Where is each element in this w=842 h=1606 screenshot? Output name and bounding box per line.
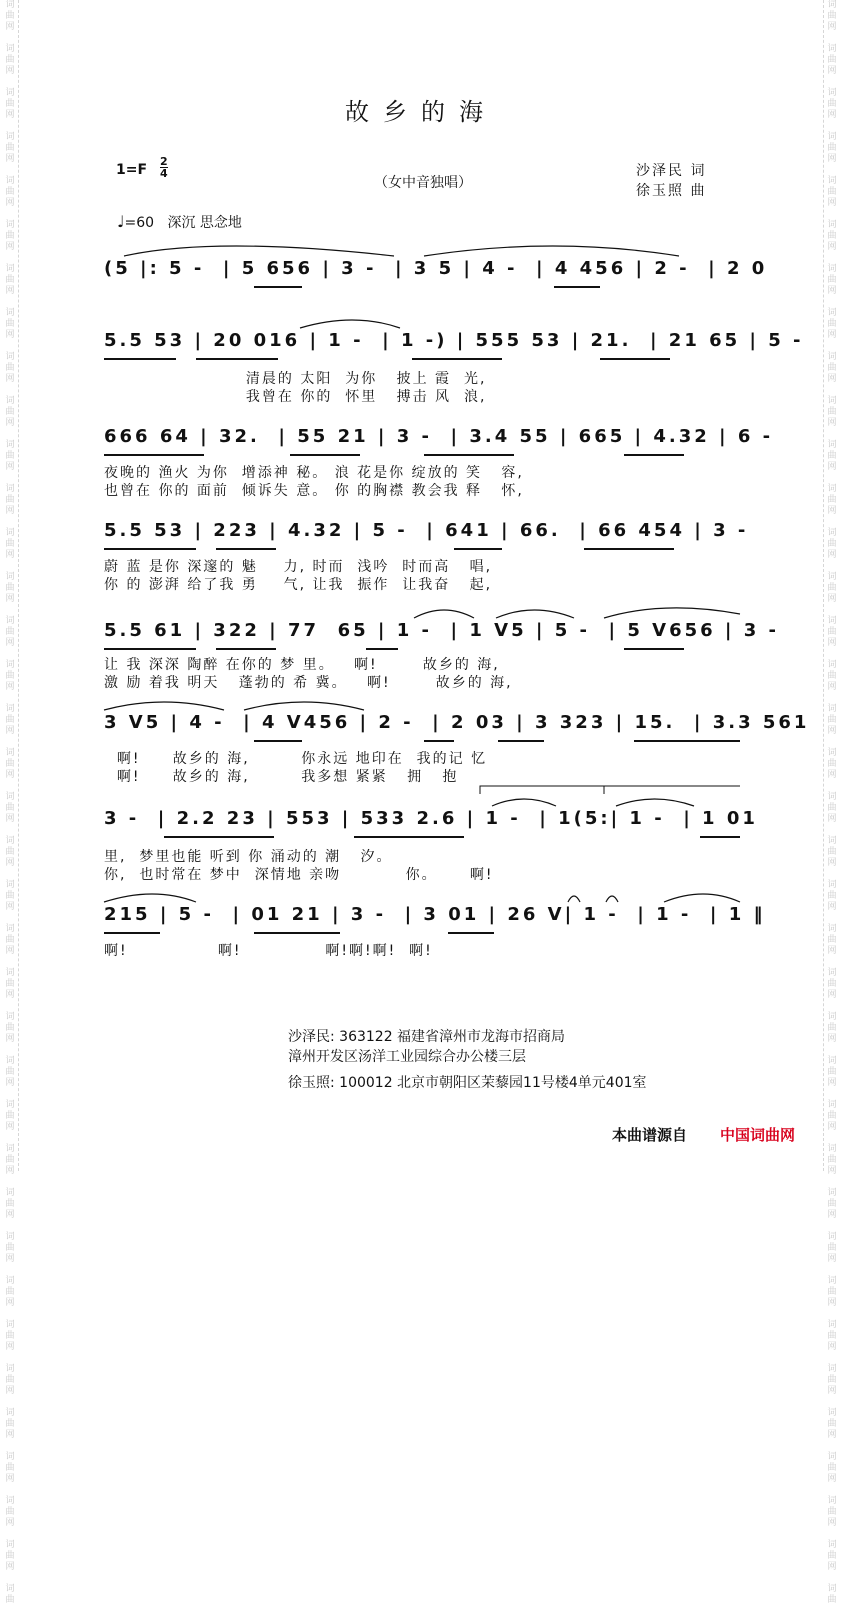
notation-line: 666 64 | 32. | 55 21 | 3 - | 3.4 55 | 665 | 4.32 | 6 - — [104, 426, 774, 447]
lyric-line-2: 我曾在 你的 怀里 搏击 风 浪, — [104, 389, 487, 405]
notation-line: 5.5 53 | 20 016 | 1 - | 1 -) | 555 53 | 21. | 21 65 | 5 - — [104, 330, 804, 351]
notation-line: (5 |: 5 - | 5 656 | 3 - | 3 5 | 4 - | 4 456 | 2 - | 2 0 — [104, 258, 768, 279]
time-signature-numerator: 2 — [160, 155, 168, 168]
notation-line: 215 | 5 - | 01 21 | 3 - | 3 01 | 26 V| 1 - | 1 - | 1 ‖ — [104, 904, 766, 925]
song-title: 故乡的海 — [345, 98, 497, 126]
lyric-line-1: 让 我 深深 陶醉 在你的 梦 里。 啊! 故乡的 海, — [104, 657, 500, 673]
lyric-line-1: 夜晚的 渔火 为你 增添神 秘。 浪 花是你 绽放的 笑 容, — [104, 465, 524, 481]
composer-credit: 徐玉照 曲 — [636, 183, 707, 199]
source-site-link[interactable]: 中国词曲网 — [720, 1126, 796, 1144]
address-line-2: 漳州开发区汤洋工业园综合办公楼三层 — [288, 1049, 526, 1065]
lyric-line-2: 激 励 着我 明天 蓬勃的 希 冀。 啊! 故乡的 海, — [104, 675, 513, 691]
voice-type: （女中音独唱） — [374, 175, 472, 191]
lyric-line-2: 啊! 故乡的 海, 我多想 紧紧 拥 抱 — [104, 769, 459, 785]
volta-and-slurs — [104, 786, 740, 808]
lyric-line-2: 也曾在 你的 面前 倾诉失 意。 你 的胸襟 教会我 释 怀, — [104, 483, 524, 499]
lyric-line-1: 啊! 啊! 啊!啊!啊! 啊! — [104, 943, 433, 959]
time-signature — [160, 156, 168, 179]
tempo-value: =60 — [124, 215, 155, 231]
beam-lines — [104, 454, 740, 456]
beam-lines — [104, 548, 740, 550]
beam-lines — [104, 358, 740, 360]
notation-line: 5.5 61 | 322 | 77 65 | 1 - | 1 V5 | 5 - | 5 V656 | 3 - — [104, 620, 780, 641]
slur-marks — [104, 598, 740, 620]
quarter-note-icon: ♩ — [117, 212, 125, 231]
beam-lines — [104, 932, 740, 934]
watermark-left: 词 曲 网 词 曲 网 词 曲 网 词 曲 网 词 曲 网 词 曲 网 词 曲 网 词 曲 网 词 曲 网 词 曲 网 词 曲 网 词 曲 网 词 曲 网 词 曲 网 词 曲 网 词 曲 网 词 曲 网 词 曲 网 词 曲 网 词 曲 网 词 曲 网 词 曲 网 词 曲 网 词 曲 网 词 曲 网 词 曲 网 词 曲 网 词 曲 网 词 曲 网 词 曲 网 词 曲 网 词 曲 网 词 曲 网 词 曲 网 词 曲 网 词 曲 网 词 曲 — [2, 0, 19, 1171]
slur-marks — [104, 690, 740, 712]
slur-marks — [104, 308, 740, 330]
lyric-line-1: 清晨的 太阳 为你 披上 霞 光, — [104, 371, 487, 387]
notation-line: 3 - | 2.2 23 | 553 | 533 2.6 | 1 - | 1(5:| 1 - | 1 01 — [104, 808, 758, 829]
time-signature-denominator: 4 — [160, 167, 168, 180]
key-signature: 1=F — [116, 162, 148, 178]
address-line-3: 徐玉照: 100012 北京市朝阳区茉藜园11号楼4单元401室 — [288, 1075, 647, 1091]
lyric-line-2: 你, 也时常在 梦中 深情地 亲吻 你。 啊! — [104, 867, 494, 883]
lyricist-credit: 沙泽民 词 — [636, 163, 707, 179]
beam-lines — [104, 286, 740, 288]
source-label: 本曲谱源自 — [612, 1126, 688, 1144]
notation-line: 3 V5 | 4 - | 4 V456 | 2 - | 2 03 | 3 323 | 15. | 3.3 561 — [104, 712, 810, 733]
beam-lines — [104, 740, 740, 742]
watermark-right: 词 曲 网 词 曲 网 词 曲 网 词 曲 网 词 曲 网 词 曲 网 词 曲 网 词 曲 网 词 曲 网 词 曲 网 词 曲 网 词 曲 网 词 曲 网 词 曲 网 词 曲 网 词 曲 网 词 曲 网 词 曲 网 词 曲 网 词 曲 网 词 曲 网 词 曲 网 词 曲 网 词 曲 网 词 曲 网 词 曲 网 词 曲 网 词 曲 网 词 曲 网 词 曲 网 词 曲 网 词 曲 网 词 曲 网 词 曲 网 词 曲 网 词 曲 网 词 曲 — [823, 0, 840, 1171]
lyric-line-1: 蔚 蓝 是你 深邃的 魅 力, 时而 浅吟 时而高 唱, — [104, 559, 493, 575]
tempo-marking — [117, 212, 242, 232]
address-line-1: 沙泽民: 363122 福建省漳州市龙海市招商局 — [288, 1029, 566, 1045]
lyric-line-1: 里, 梦里也能 听到 你 涌动的 潮 汐。 — [104, 849, 393, 865]
beam-lines — [104, 648, 740, 650]
beam-lines — [104, 836, 740, 838]
slur-and-fermata-marks — [104, 882, 740, 904]
tempo-expression: 深沉 思念地 — [167, 215, 242, 231]
lyric-line-2: 你 的 澎湃 给了我 勇 气, 让我 振作 让我奋 起, — [104, 577, 493, 593]
notation-line: 5.5 53 | 223 | 4.32 | 5 - | 641 | 66. | 66 454 | 3 - — [104, 520, 749, 541]
lyric-line-1: 啊! 故乡的 海, 你永远 地印在 我的记 忆 — [104, 751, 488, 767]
slur-marks — [104, 236, 740, 258]
